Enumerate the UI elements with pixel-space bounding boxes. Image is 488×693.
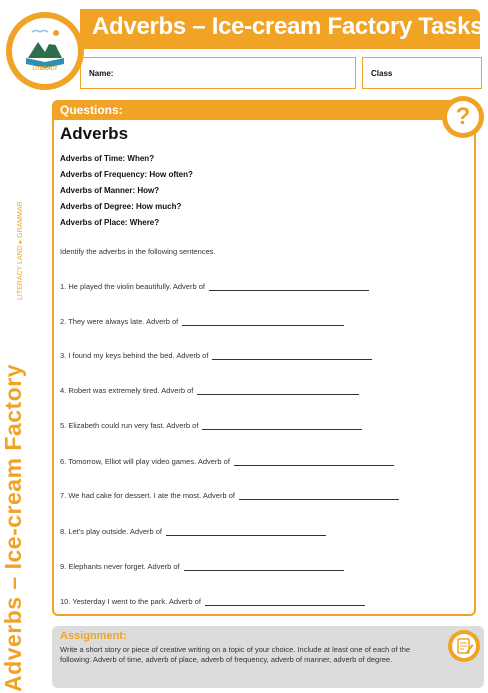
question-text: 3. I found my keys behind the bed. Adverb of [60,351,209,360]
adverb-type: Adverbs of Degree: How much? [60,202,182,211]
question-text: 6. Tomorrow, Elliot will play video games. Adverb of [60,457,230,466]
name-field[interactable] [80,57,356,89]
question-item [60,386,359,395]
question-text: 1. He played the violin beautifully. Adverb of [60,282,205,291]
answer-line[interactable] [212,351,372,360]
question-item [60,421,362,430]
adverb-type: Adverbs of Time: When? [60,154,155,163]
question-text: 2. They were always late. Adverb of [60,317,179,326]
question-item [60,317,344,326]
page-title: Adverbs – Ice-cream Factory Tasks [92,13,484,40]
answer-line[interactable] [184,562,344,571]
question-item [60,597,365,606]
assignment-title: Assignment: [60,630,127,642]
class-field[interactable] [362,57,482,89]
question-text: 4. Robert was extremely tired. Adverb of [60,386,194,395]
questions-title: Questions: [60,103,123,117]
adverb-types-list [60,151,193,231]
answer-line[interactable] [205,597,365,606]
question-text: 7. We had cake for dessert. I ate the most. Adverb of [60,491,235,500]
question-text: 5. Elizabeth could run very fast. Adverb of [60,421,199,430]
instructions: Identify the adverbs in the following sentences. [60,247,216,256]
answer-line[interactable] [209,282,369,291]
question-item [60,491,399,500]
side-title: Adverbs – Ice-cream Factory [0,364,26,692]
question-text: 8. Let’s play outside. Adverb of [60,527,163,536]
pencil-paper-icon [448,630,480,662]
question-item [60,527,326,536]
answer-line[interactable] [197,386,359,395]
question-mark-icon: ? [442,96,484,138]
question-item [60,282,369,291]
answer-line[interactable] [234,457,394,466]
answer-line[interactable] [202,421,362,430]
name-label: Name: [89,69,114,78]
literacy-land-logo [6,12,84,90]
assignment-text: Write a short story or piece of creative writing on a topic of your choice. Include at least one of each of the following: Adverb of time, adverb of place, adverb of frequency, adverb of manner, adverb of degree. [60,645,411,664]
question-text: 10. Yesterday I went to the park. Adverb of [60,597,201,606]
answer-line[interactable] [166,527,326,536]
question-item [60,562,344,571]
book-mountains-icon [12,18,78,84]
question-item [60,457,394,466]
answer-line[interactable] [239,491,399,500]
class-label: Class [371,69,393,78]
section-heading: Adverbs [60,124,129,143]
adverb-type: Adverbs of Frequency: How often? [60,170,193,179]
adverb-type: Adverbs of Manner: How? [60,186,160,195]
side-subtitle: LITERACY LAND ▸ GRAMMAR [17,201,24,300]
answer-line[interactable] [182,317,344,326]
question-text: 9. Elephants never forget. Adverb of [60,562,180,571]
question-item [60,351,372,360]
logo-caption: LITERACY [32,66,58,72]
adverb-type: Adverbs of Place: Where? [60,218,160,227]
